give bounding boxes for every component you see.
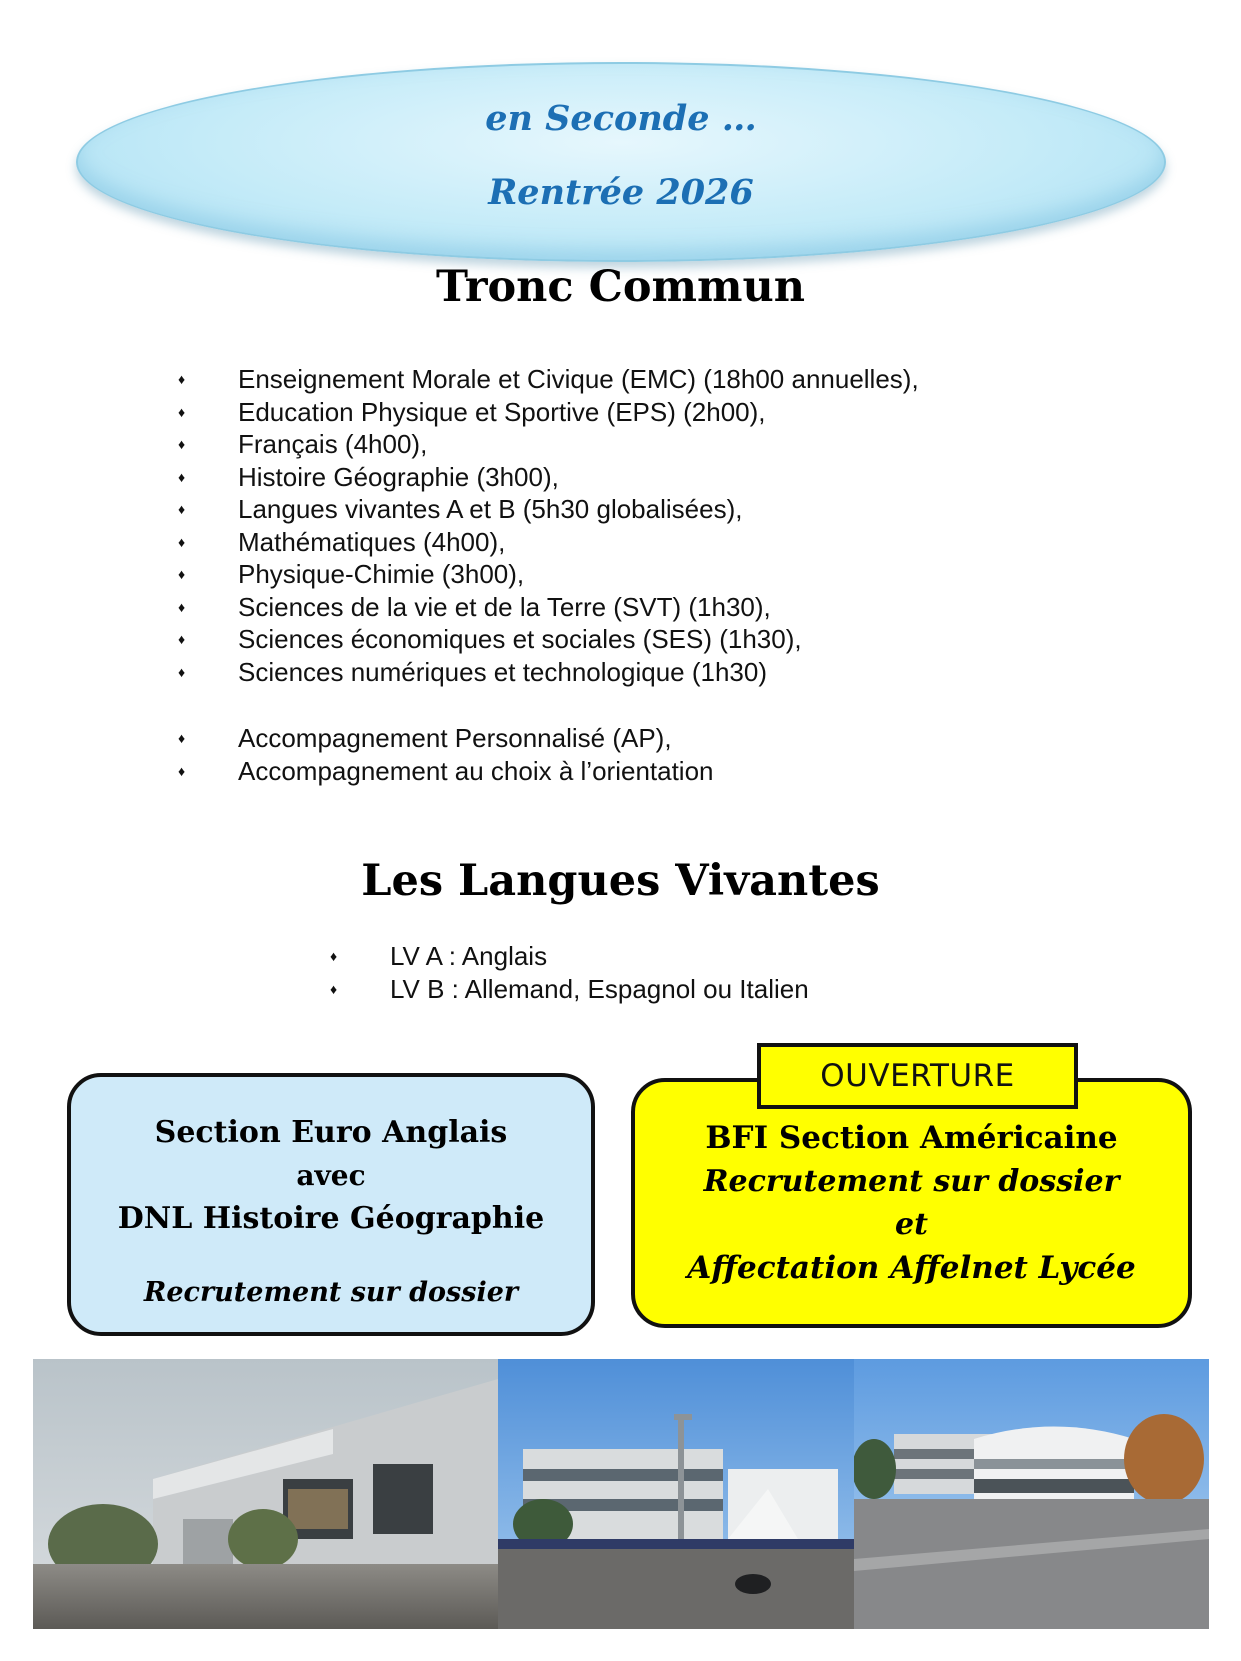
ouverture-badge: OUVERTURE bbox=[757, 1043, 1078, 1109]
tronc-commun-list bbox=[178, 363, 919, 688]
diamond-bullet-icon: ♦ bbox=[178, 371, 186, 387]
school-building-photo-1 bbox=[33, 1359, 498, 1629]
list-item: ♦ LV B : Allemand, Espagnol ou Italien bbox=[330, 973, 809, 1004]
school-building-photo-2 bbox=[498, 1359, 854, 1629]
list-item: ♦ Sciences de la vie et de la Terre (SVT) (1h30), bbox=[178, 591, 771, 622]
list-item: ♦ Enseignement Morale et Civique (EMC) (18h00 annuelles), bbox=[178, 364, 919, 394]
langues-list bbox=[330, 940, 809, 1005]
list-item: ♦ LV A : Anglais bbox=[330, 941, 548, 971]
list-item: ♦ Histoire Géographie (3h00), bbox=[178, 461, 559, 492]
section-euro-avec: avec bbox=[296, 1159, 366, 1192]
list-item: ♦ Education Physique et Sportive (EPS) (2h00), bbox=[178, 396, 766, 427]
list-item: ♦ Accompagnement au choix à l’orientation bbox=[178, 755, 714, 786]
diamond-bullet-icon: ♦ bbox=[178, 468, 186, 485]
diamond-bullet-icon: ♦ bbox=[330, 948, 338, 964]
diamond-bullet-icon: ♦ bbox=[178, 663, 186, 680]
section-euro-title: Section Euro Anglais bbox=[154, 1115, 508, 1150]
langues-title: Les Langues Vivantes bbox=[361, 856, 880, 906]
school-building-photo-3 bbox=[854, 1359, 1209, 1629]
diamond-bullet-icon: ♦ bbox=[178, 501, 186, 517]
title-banner bbox=[76, 62, 1166, 262]
section-bfi-recrutement: Recrutement sur dossier bbox=[703, 1164, 1120, 1199]
accompagnement-list bbox=[178, 722, 714, 787]
list-item: ♦ Accompagnement Personnalisé (AP), bbox=[178, 723, 672, 753]
photo-strip bbox=[33, 1359, 1209, 1629]
diamond-bullet-icon: ♦ bbox=[178, 436, 186, 452]
diamond-bullet-icon: ♦ bbox=[178, 403, 186, 420]
diamond-bullet-icon: ♦ bbox=[178, 566, 186, 582]
diamond-bullet-icon: ♦ bbox=[178, 762, 186, 779]
section-bfi-et: et bbox=[895, 1207, 928, 1242]
list-item: ♦ Physique-Chimie (3h00), bbox=[178, 559, 525, 589]
section-bfi-affectation: Affectation Affelnet Lycée bbox=[687, 1250, 1136, 1286]
section-euro-recrutement: Recrutement sur dossier bbox=[143, 1277, 519, 1308]
section-bfi-box bbox=[631, 1078, 1192, 1328]
diamond-bullet-icon: ♦ bbox=[178, 598, 186, 615]
section-euro-dnl: DNL Histoire Géographie bbox=[117, 1201, 545, 1236]
diamond-bullet-icon: ♦ bbox=[178, 730, 186, 746]
section-bfi-title: BFI Section Américaine bbox=[705, 1120, 1118, 1156]
diamond-bullet-icon: ♦ bbox=[178, 533, 186, 550]
list-item: ♦ Sciences économiques et sociales (SES) (1h30), bbox=[178, 624, 802, 654]
list-item: ♦ Sciences numériques et technologique (1h30) bbox=[178, 656, 768, 687]
tronc-commun-title: Tronc Commun bbox=[435, 262, 806, 312]
list-item: ♦ Mathématiques (4h00), bbox=[178, 526, 506, 557]
section-euro-box bbox=[67, 1073, 595, 1336]
diamond-bullet-icon: ♦ bbox=[330, 980, 338, 997]
banner-line-1: en Seconde … bbox=[485, 98, 757, 139]
diamond-bullet-icon: ♦ bbox=[178, 631, 186, 647]
banner-line-2: Rentrée 2026 bbox=[488, 172, 754, 213]
list-item: ♦ Français (4h00), bbox=[178, 429, 428, 459]
list-item: ♦ Langues vivantes A et B (5h30 globalisées), bbox=[178, 494, 743, 524]
